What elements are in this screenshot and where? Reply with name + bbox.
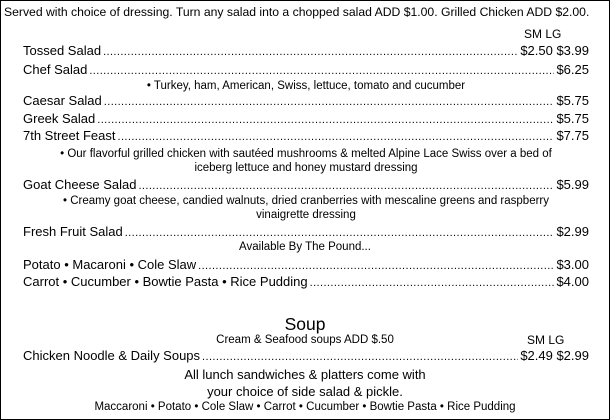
menu-item-chicken-noodle-soup [23,347,589,365]
menu-item-pound-sides-1 [23,256,589,274]
menu-item-greek-salad [23,110,589,128]
item-name: Chef Salad [23,62,88,77]
item-name: Caesar Salad [23,93,102,108]
item-name: Carrot • Cucumber • Bowtie Pasta • Rice Pudding [23,274,308,289]
dot-leader [138,177,554,195]
soup-section-title: Soup [284,314,326,334]
soup-size-header: SM LG [527,333,565,347]
menu-item-fresh-fruit-salad [23,223,589,241]
closing-line-1: All lunch sandwiches & platters come with [184,367,426,382]
by-the-pound-label: Available By The Pound... [239,241,371,253]
menu-item-goat-cheese-salad [23,176,589,194]
item-price: $7.75 [556,128,589,143]
item-name: Chicken Noodle & Daily Soups [23,348,201,363]
salad-size-header: SM LG [524,27,562,41]
item-description-7th-street-feast: • Our flavorful grilled chicken with sautéed mushrooms & melted Alpine Lace Swiss over a bed of iceberg lettuce and honey mustard dressing [60,148,552,174]
closing-line-2: your choice of side salad & pickle. [207,384,403,399]
side-choices-list: Maccaroni • Potato • Cole Slaw • Carrot • Cucumber • Bowtie Pasta • Rice Pudding [94,401,516,413]
item-name: Potato • Macaroni • Cole Slaw [23,257,197,272]
item-name: Tossed Salad [23,43,102,58]
dot-leader [104,93,555,111]
item-name: Greek Salad [23,111,96,126]
dot-leader [202,348,518,366]
menu-item-caesar-salad [23,92,589,110]
dot-leader [310,274,555,292]
item-price: $3.00 [556,257,589,272]
item-description-chef-salad: • Turkey, ham, American, Swiss, lettuce, tomato and cucumber [146,80,466,92]
dot-leader [89,62,554,80]
item-description-goat-cheese-salad: • Creamy goat cheese, candied walnuts, dried cranberries with mescaline greens and raspberry vinaigrette dressing [63,195,549,221]
dot-leader [125,224,555,242]
menu-item-tossed-salad [23,42,589,60]
menu-item-pound-sides-2 [23,273,589,291]
salad-intro-note: Served with choice of dressing. Turn any salad into a chopped salad ADD $1.00. Grilled Chicken ADD $2.00. [4,5,590,19]
item-name: Goat Cheese Salad [23,177,137,192]
menu-item-7th-street-feast [23,127,589,145]
item-price: $2.99 [556,224,589,239]
item-price: $5.75 [556,111,589,126]
item-name: 7th Street Feast [23,128,116,143]
item-price: $6.25 [556,62,589,77]
item-name: Fresh Fruit Salad [23,224,123,239]
dot-leader [118,128,555,146]
item-price: $5.99 [556,177,589,192]
dot-leader [103,43,518,61]
soup-note: Cream & Seafood soups ADD $.50 [216,334,394,346]
item-price: $5.75 [556,93,589,108]
menu-item-chef-salad [23,61,589,79]
item-price: $2.50 $3.99 [520,43,589,58]
item-price: $2.49 $2.99 [520,348,589,363]
item-price: $4.00 [556,274,589,289]
